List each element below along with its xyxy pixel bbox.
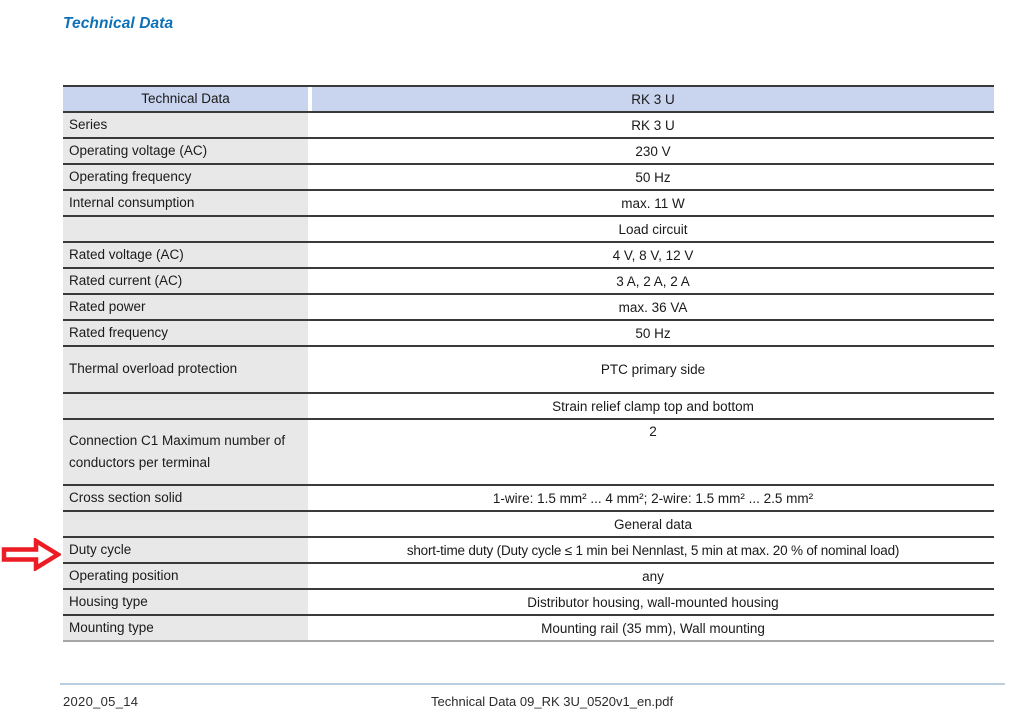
row-label: Operating position [63,564,308,588]
row-label: Thermal overload protection [63,347,308,392]
row-label: Housing type [63,590,308,614]
row-label: Series [63,113,308,137]
row-value: any [642,568,664,584]
row-label: Rated current (AC) [63,269,308,293]
table-row-rated-current [63,267,994,293]
row-label: Cross section solid [63,486,308,510]
table-row-load-circuit-section [63,215,994,241]
table-row-internal-consumption [63,189,994,215]
technical-data-table [63,85,994,642]
table-row-housing-type [63,588,994,614]
table-row-operating-frequency [63,163,994,189]
row-label: Rated frequency [63,321,308,345]
row-value: 230 V [635,143,671,159]
row-value: max. 36 VA [618,299,688,315]
row-value: short-time duty (Duty cycle ≤ 1 min bei Nennlast, 5 min at max. 20 % of nominal load) [406,542,900,558]
row-value: 4 V, 8 V, 12 V [612,247,694,263]
table-row-connection-conductors [63,418,994,484]
row-value: 50 Hz [635,325,671,341]
table-row-operating-position [63,562,994,588]
row-value: Mounting rail (35 mm), Wall mounting [541,620,765,636]
table-header-label: Technical Data [63,87,308,111]
table-row-cross-section [63,484,994,510]
table-row-duty-cycle [63,536,994,562]
row-label: Rated voltage (AC) [63,243,308,267]
row-value: Load circuit [618,221,688,237]
row-label: Connection C1 Maximum number of conductors per terminal [63,420,308,484]
footer-divider [60,683,1005,685]
row-label: Duty cycle [63,538,308,562]
row-value: max. 11 W [621,195,685,211]
row-value: PTC primary side [600,362,706,377]
row-value: RK 3 U [631,117,675,133]
table-row-rated-voltage [63,241,994,267]
row-label: Mounting type [63,616,308,640]
table-row-series [63,111,994,137]
row-label [63,512,308,536]
row-value: 3 A, 2 A, 2 A [616,273,690,289]
table-row-rated-power [63,293,994,319]
row-label [63,217,308,241]
footer-filename: Technical Data 09_RK 3U_0520v1_en.pdf [431,694,674,709]
row-value: 50 Hz [635,169,671,185]
row-value: Distributor housing, wall-mounted housing [527,594,779,610]
row-label: Operating frequency [63,165,308,189]
row-value: General data [613,516,693,532]
table-header-value: RK 3 U [312,87,994,111]
row-label: Operating voltage (AC) [63,139,308,163]
page-title: Technical Data [63,15,174,32]
red-right-arrow-icon [1,538,61,571]
row-label: Internal consumption [63,191,308,215]
row-label [63,394,308,418]
row-label: Rated power [63,295,308,319]
row-value: Strain relief clamp top and bottom [552,398,754,414]
row-value: 1-wire: 1.5 mm² ... 4 mm²; 2-wire: 1.5 mm² ... 2.5 mm² [492,490,814,506]
table-row-rated-frequency [63,319,994,345]
table-row-mounting-type [63,614,994,640]
table-row-operating-voltage [63,137,994,163]
table-row-general-data-section [63,510,994,536]
footer-date: 2020_05_14 [63,694,139,709]
table-row-thermal-overload [63,345,994,392]
table-header-row [63,85,994,111]
table-row-strain-relief [63,392,994,418]
row-value: 2 [649,424,657,439]
